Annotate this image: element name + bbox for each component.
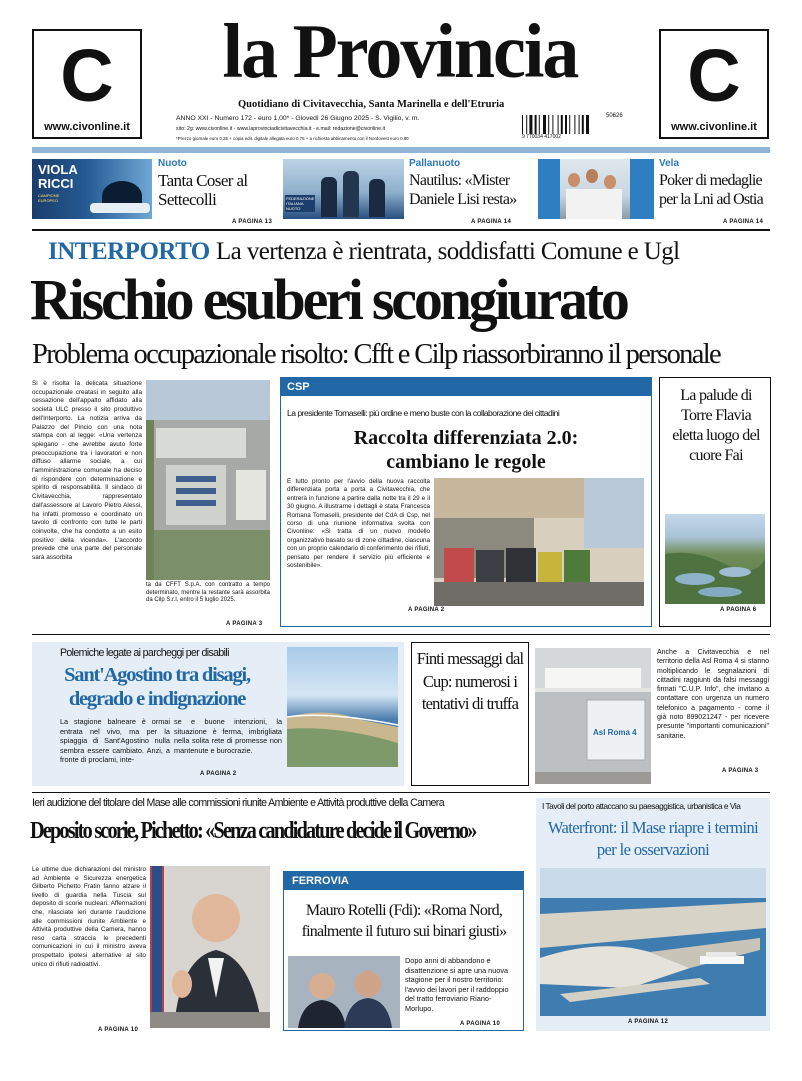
lead-kicker-line (48, 237, 679, 267)
mase-photo (150, 866, 270, 1028)
lead-headline[interactable]: Rischio esuberi scongiurato (30, 267, 627, 332)
barcode-graphic (522, 115, 598, 135)
aerial-photo (146, 380, 270, 580)
teaser-photo-text: RICCI (38, 176, 74, 191)
badge-letter: C (60, 34, 114, 117)
teaser-photo-text: VIOLA (38, 162, 78, 177)
santagostino-photo (287, 647, 398, 767)
cup-headline[interactable]: Finti messaggi dal Cup: numerosi i tentativi di truffa (416, 649, 524, 713)
cup-photo-sign: Asl Roma 4 (593, 728, 637, 737)
barcode-bar (582, 115, 584, 134)
barcode-bar (552, 115, 553, 134)
palude-headline[interactable]: La palude di Torre Flavia eletta luogo del cuore Fai (672, 387, 760, 464)
barcode-bar (569, 115, 570, 134)
palude-page: A PAGINA 6 (720, 607, 757, 613)
barcode-code: 50626 (606, 113, 623, 119)
mase-headline[interactable]: Deposito scorie, Pichetto: «Senza candidature decide il Governo» (30, 818, 476, 844)
teaser-headline[interactable]: Tanta Coser al Settecolli (158, 171, 248, 209)
bins-photo (434, 478, 644, 606)
barcode (522, 115, 598, 141)
palude-photo (665, 514, 765, 604)
masthead-title: la Provincia (222, 8, 578, 96)
csp-page: A PAGINA 2 (408, 607, 445, 613)
barcode-bar (529, 115, 532, 134)
csp-label: CSP (281, 378, 651, 396)
teaser-headline[interactable]: Nautilus: «Mister Daniele Lisi resta» (409, 172, 517, 208)
teaser-headline[interactable]: Poker di medaglie per la Lni ad Ostia (659, 172, 763, 208)
ferrovia-photo (288, 956, 400, 1028)
lead-body: Si è risolta la delicata situazione occupazionale creatasi in seguito alla cessazione dell'appalto affidato alla società ULC presso il sito produttivo dell'Interporto. La notizia arriva da Palazzo del Pincio con una nota stampa con al legge: «Una vertenza spiegano - che avrebbe avuto forte preoccupazione tra i lavoratori e non diffuso allarme sociale, a cui l'amministrazione comunale ha deciso di rispondere con determinazione e spirito di responsabilità. Il sindaco di Civitavecchia, rappresentato dall'assessore al Lavoro Pietro Alessi, ha infatti promosso e coordinato un tavolo di confronto con tutte le parti coinvolte, che ha condotto a un esito positivo della vicenda». L'accordo prevede che una parte del personale sarà assorbita (32, 380, 142, 562)
barcode-bar (574, 115, 575, 134)
barcode-bar (586, 115, 589, 134)
lead-page: A PAGINA 3 (226, 621, 263, 627)
waterfront-kicker: I Tavoli del porto attaccano su paesaggistica, urbanistica e Via (542, 801, 741, 811)
price-line: *Prezzo giornale euro 0,25 + copia edit. digitale allegata euro 0,75 + a richiesta abbinamento con il Nordovest euro 0,80 (176, 136, 409, 141)
ferrovia-body: Dopo anni di abbandono e disattenzione si apre una nuova stagione per il nostro territorio: l'avvio dei lavori per il raddoppio del tratto ferroviario Riano-Morlupo. (405, 956, 509, 1013)
teaser-page: A PAGINA 14 (723, 219, 764, 225)
teaser-photo-sailing (538, 159, 654, 219)
badge-site[interactable]: www.civonline.it (44, 121, 130, 133)
politicians-photo (288, 956, 400, 1028)
santagostino-body-2: se e buone intenzioni, la situazione è ferma, imbrigliata nella solita rete di promesse non mantenute e burocrazie. (174, 717, 282, 755)
barcode-bar (522, 115, 523, 134)
barcode-bar (565, 115, 567, 134)
santagostino-kicker: Polemiche legate ai parcheggi per disabili (60, 647, 229, 659)
barcode-bar (539, 115, 540, 134)
beach-photo (287, 647, 398, 767)
cup-photo (535, 648, 651, 784)
badge-site[interactable]: www.civonline.it (671, 121, 757, 133)
barcode-bar (543, 115, 546, 134)
websites-line: sito: 2g: www.civonline.it - www.laprovinciadicivitavecchia.it - e.mail: redazione@civonline.it (176, 126, 386, 132)
lead-subhead: Problema occupazionale risolto: Cfft e Cilp riassorbiranno il personale (32, 339, 721, 370)
waterfront-photo (540, 868, 766, 1016)
teaser-page: A PAGINA 13 (232, 219, 273, 225)
csp-headline-1[interactable]: Raccolta differenziata 2.0: (353, 427, 579, 449)
barcode-bar (558, 115, 559, 134)
teaser-divider (32, 229, 770, 231)
barcode-digits: 9 770034 417002 (522, 134, 561, 140)
teaser-kicker: Nuoto (158, 158, 187, 169)
teaser-photo-text: CAMPIONE EUROPEO (38, 193, 60, 203)
mase-kicker: Ieri audizione del titolare del Mase alle commissioni riunite Ambiente e Attività produttive della Camera (32, 797, 444, 809)
minister-photo (150, 866, 270, 1028)
waterfront-page: A PAGINA 12 (628, 1019, 669, 1025)
teaser-kicker: Vela (659, 158, 680, 169)
santagostino-page: A PAGINA 2 (200, 771, 237, 777)
cup-body: Anche a Civitavecchia e nel territorio della Asl Roma 4 si stanno moltiplicando le segnalazioni di cittadini raggiunti da falsi messaggi firmati "C.U.P. Info", che invitano a contattare con urgenza un numero telefonico a pagamento - come il già noto 899021247 - per ricevere presunte "importanti comunicazioni" sanitarie. (657, 649, 769, 740)
masthead-subtitle: Quotidiano di Civitavecchia, Santa Marinella e dell'Etruria (238, 99, 505, 110)
ferrovia-page: A PAGINA 10 (460, 1021, 501, 1027)
right-badge (659, 29, 769, 139)
ferrovia-label: FERROVIA (284, 872, 523, 890)
issue-line: ANNO XXI - Numero 172 - euro 1,00* - Giovedì 26 Giugno 2025 - S. Vigilio, v. m. (176, 115, 420, 122)
barcode-bar (548, 115, 549, 134)
barcode-bar (561, 115, 563, 134)
mase-body: Le ultime due dichiarazioni del ministro ad Ambiente e Sicurezza energetica Gilberto Pichetto Fratin fanno alzare il livello di guardia nella Tuscia sul deposito di scorie nucleari. Affermazioni che, rilasciate ieri durante l'audizione alle commissioni riunite Ambiente e Attività produttive della Camera, hanno reso carta straccia le precedenti comunicazioni in cui il ministro aveva prospettato ipotesi alternative al sito unico di rifiuti radioattivi. (32, 866, 146, 968)
teaser-page: A PAGINA 14 (471, 219, 512, 225)
santagostino-body-1: La stagione balneare è ormai entrata nel vivo, ma per la spiaggia di Sant'Agostino nulla sembra essere cambiato. Anzi, a fronte di proclami, inte- (60, 717, 170, 765)
teaser-photo-text: FEDERAZIONE ITALIANA NUOTO (286, 196, 315, 211)
asl-photo (535, 648, 651, 784)
waterfront-headline[interactable]: Waterfront: il Mase riapre i termini per le osservazioni (547, 818, 759, 859)
csp-body: È tutto pronto per l'avvio della nuova raccolta differenziata porta a porta a Civitavecchia, che entrerà in funzione a partire dalla notte tra il 29 e il 30 giugno. A illustrarne i dettagli è stata Francesca Romana Tomaselli, presidente del CdA di Csp, nel corso di una riunione informativa svolta con Civonline: «Si tratta di un nuovo modello organizzativo basato su di zone cittadine, ciascuna con un proprio calendario di conferimento dei rifiuti, pensato per rendere il servizio più efficiente e sostenibile». (287, 478, 430, 570)
top-band (32, 147, 770, 153)
mase-page: A PAGINA 10 (98, 1027, 139, 1033)
csp-headline-2[interactable]: cambiano le regole (386, 451, 546, 473)
teaser-photo-swimmer (32, 159, 152, 219)
lead-kicker-rest: La vertenza è rientrata, soddisfatti Comune e Ugl (216, 238, 680, 265)
left-badge (32, 29, 142, 139)
teaser-kicker: Pallanuoto (409, 158, 461, 169)
lead-caption: ta da CFFT S.p.A. con contratto a tempo determinato, mentre la restante sarà assorbita da Cilp S.r.l. entro il 5 luglio 2025. (146, 582, 270, 604)
section-divider (32, 634, 770, 635)
santagostino-headline[interactable]: Sant'Agostino tra disagi, degrado e indignazione (64, 664, 250, 710)
barcode-bar (526, 115, 527, 134)
section-divider (32, 792, 770, 793)
teaser-photo-waterpolo (283, 159, 404, 219)
badge-letter: C (687, 34, 741, 117)
cup-page: A PAGINA 3 (722, 768, 759, 774)
barcode-bar (535, 115, 537, 134)
marsh-photo (665, 514, 765, 604)
barcode-bar (579, 115, 580, 134)
csp-photo-bins (434, 478, 644, 606)
csp-kicker: La presidente Tomaselli: più ordine e meno buste con la collaborazione dei cittadini (287, 408, 560, 418)
lead-photo-interporto (146, 380, 270, 580)
lead-kicker: INTERPORTO (48, 238, 210, 265)
port-render (540, 868, 766, 1016)
ferrovia-headline[interactable]: Mauro Rotelli (Fdi): «Roma Nord, finalmente il futuro sui binari giusti» (301, 902, 507, 940)
